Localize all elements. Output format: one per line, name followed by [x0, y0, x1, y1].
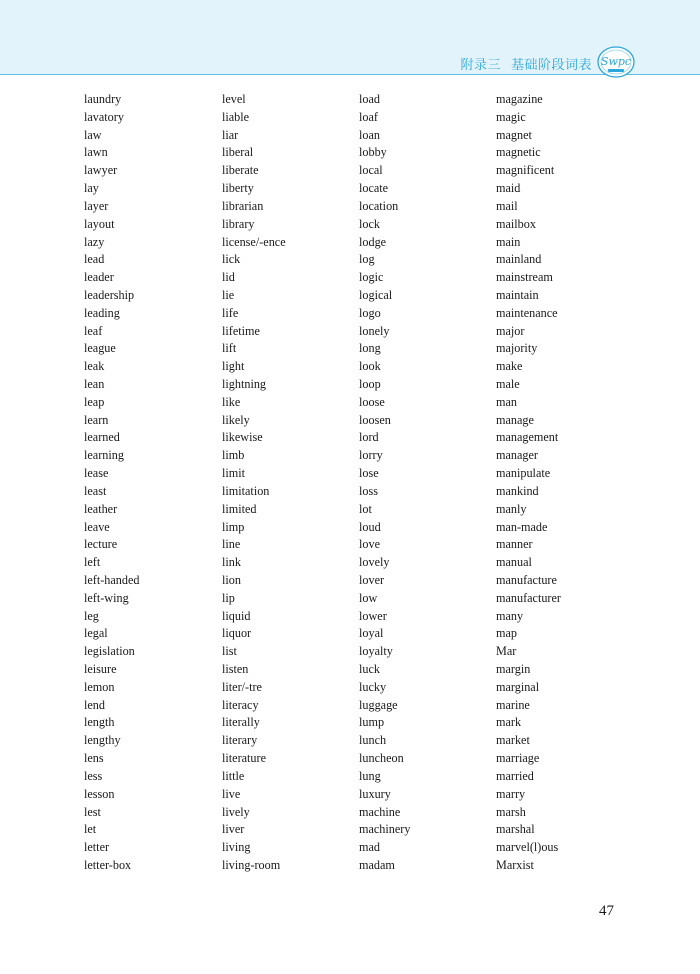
vocab-word: likewise	[222, 430, 263, 445]
vocab-word: lion	[222, 572, 241, 587]
vocab-word: magazine	[496, 92, 543, 106]
vocab-word: manual	[496, 555, 532, 570]
vocab-word: lorry	[359, 448, 383, 463]
vocab-word: leader	[84, 270, 114, 285]
vocab-word: law	[84, 127, 102, 142]
vocab-word: liquid	[222, 608, 251, 623]
vocab-word: manage	[496, 412, 534, 427]
vocab-word: link	[222, 555, 241, 570]
vocab-word: lung	[359, 768, 381, 783]
vocab-word: manufacture	[496, 572, 557, 587]
vocab-word: mailbox	[496, 216, 536, 231]
vocab-word: logo	[359, 305, 381, 320]
vocab-word: limit	[222, 466, 246, 481]
vocab-word: manipulate	[496, 466, 551, 481]
word-column-1	[84, 91, 214, 875]
vocab-word: log	[359, 252, 375, 267]
vocab-word: manufacturer	[496, 590, 561, 605]
vocab-word: liberate	[222, 163, 259, 178]
vocab-word: look	[359, 359, 381, 374]
header-band	[0, 0, 700, 74]
vocab-word: limp	[222, 519, 245, 534]
vocab-word: loss	[359, 483, 378, 498]
vocab-word: layout	[84, 216, 115, 231]
vocab-word: lie	[222, 287, 235, 302]
vocab-word: magnetic	[496, 145, 541, 160]
vocab-word: leather	[84, 501, 118, 516]
vocab-word: literature	[222, 751, 266, 766]
vocab-word: likely	[222, 412, 250, 427]
vocab-word: legislation	[84, 644, 135, 659]
vocab-word: limb	[222, 448, 245, 463]
vocab-word: maintain	[496, 287, 539, 302]
vocab-word: least	[84, 483, 107, 498]
vocab-word: leap	[84, 394, 105, 409]
vocab-word: lucky	[359, 679, 387, 694]
vocab-word: lump	[359, 715, 385, 730]
vocab-word: live	[222, 786, 241, 801]
vocab-word: locate	[359, 181, 389, 196]
vocab-word: map	[496, 626, 517, 641]
vocab-word: maintenance	[496, 305, 558, 320]
vocab-word: lovely	[359, 555, 390, 570]
vocab-word: machinery	[359, 822, 411, 837]
vocab-word: luggage	[359, 697, 398, 712]
vocab-word: loose	[359, 394, 385, 409]
vocab-word: lower	[359, 608, 387, 623]
vocab-word: loud	[359, 519, 381, 534]
vocab-word: liar	[222, 127, 239, 142]
vocab-word: local	[359, 163, 383, 178]
vocab-word: magnet	[496, 127, 532, 142]
vocab-word: marvel(l)ous	[496, 840, 559, 855]
vocab-word: lecture	[84, 537, 118, 552]
vocab-word: loosen	[359, 412, 391, 427]
vocab-word: length	[84, 715, 115, 730]
vocab-word: make	[496, 359, 523, 374]
vocab-word: majority	[496, 341, 538, 356]
vocab-word: lawyer	[84, 163, 118, 178]
vocab-word: letter-box	[84, 857, 132, 872]
vocab-word: lively	[222, 804, 250, 819]
vocab-word: logical	[359, 287, 393, 302]
vocab-word: lose	[359, 466, 379, 481]
vocab-word: load	[359, 92, 380, 106]
vocab-word: let	[84, 822, 97, 837]
vocab-word: literary	[222, 733, 258, 748]
vocab-word: madam	[359, 857, 395, 872]
vocab-word: lock	[359, 216, 380, 231]
vocab-word: many	[496, 608, 524, 623]
vocab-word: light	[222, 359, 245, 374]
vocab-word: limitation	[222, 483, 270, 498]
word-column-3	[359, 91, 489, 875]
vocab-word: machine	[359, 804, 401, 819]
vocab-word: marry	[496, 786, 526, 801]
vocab-word: lengthy	[84, 733, 121, 748]
svg-text:Swpc: Swpc	[600, 55, 632, 68]
vocab-word: lead	[84, 252, 105, 267]
vocab-word: literacy	[222, 697, 259, 712]
vocab-word: less	[84, 768, 103, 783]
vocab-word: like	[222, 394, 241, 409]
vocab-word: layer	[84, 198, 109, 213]
vocab-word: marriage	[496, 751, 540, 766]
word-column-2	[222, 91, 352, 875]
vocab-word: Marxist	[496, 857, 534, 872]
vocab-word: manly	[496, 501, 527, 516]
vocab-word: library	[222, 216, 255, 231]
vocab-word: lavatory	[84, 109, 124, 124]
word-column-4	[496, 91, 626, 875]
vocab-word: liberal	[222, 145, 254, 160]
vocab-word: logic	[359, 270, 384, 285]
vocab-word: management	[496, 430, 559, 445]
vocab-word: leisure	[84, 662, 117, 676]
page-number: 47	[599, 903, 614, 919]
vocab-word: librarian	[222, 198, 264, 213]
vocab-word: luncheon	[359, 751, 404, 766]
vocab-word: leave	[84, 519, 110, 534]
vocab-word: lesson	[84, 786, 115, 801]
vocab-word: low	[359, 590, 378, 605]
vocab-word: lot	[359, 501, 372, 516]
vocab-word: life	[222, 305, 239, 320]
vocab-word: license/-ence	[222, 234, 286, 249]
vocab-word: marshal	[496, 822, 535, 837]
vocab-word: mainstream	[496, 270, 553, 285]
vocab-word: luck	[359, 662, 380, 676]
vocab-word: lobby	[359, 145, 387, 160]
vocab-word: lease	[84, 466, 109, 481]
vocab-word: living-room	[222, 857, 281, 872]
vocab-word: lover	[359, 572, 385, 587]
vocab-word: leak	[84, 359, 105, 374]
vocab-word: left	[84, 555, 101, 570]
vocab-word: liable	[222, 109, 250, 124]
vocab-word: main	[496, 234, 521, 249]
vocab-word: loyalty	[359, 644, 393, 659]
vocab-word: luxury	[359, 786, 391, 801]
vocab-word: learned	[84, 430, 120, 445]
vocab-word: laundry	[84, 92, 122, 106]
vocab-word: lick	[222, 252, 241, 267]
vocab-word: line	[222, 537, 241, 552]
vocab-word: mark	[496, 715, 522, 730]
vocab-word: leadership	[84, 287, 135, 302]
vocab-word: lest	[84, 804, 101, 819]
vocab-word: lid	[222, 270, 235, 285]
vocab-word: league	[84, 341, 116, 356]
vocab-word: lodge	[359, 234, 387, 249]
vocab-word: lay	[84, 181, 99, 196]
vocab-word: leg	[84, 608, 99, 623]
vocab-word: magnificent	[496, 163, 555, 178]
vocab-word: left-handed	[84, 572, 140, 587]
vocab-word: left-wing	[84, 590, 129, 605]
vocab-word: level	[222, 92, 246, 106]
vocab-word: manager	[496, 448, 538, 463]
vocab-word: love	[359, 537, 380, 552]
vocab-word: letter	[84, 840, 110, 855]
vocab-word: liquor	[222, 626, 252, 641]
vocab-word: lightning	[222, 377, 267, 391]
vocab-word: lifetime	[222, 323, 260, 338]
vocab-word: married	[496, 768, 534, 783]
vocab-word: living	[222, 840, 251, 855]
vocab-word: leading	[84, 305, 120, 320]
vocab-word: mail	[496, 198, 518, 213]
vocab-word: loop	[359, 377, 381, 391]
vocab-word: maid	[496, 181, 521, 196]
vocab-word: marine	[496, 697, 530, 712]
publisher-logo-icon	[596, 45, 636, 79]
vocab-word: lord	[359, 430, 379, 445]
vocab-word: man	[496, 394, 517, 409]
vocab-word: lonely	[359, 323, 390, 338]
vocab-word: Mar	[496, 644, 517, 659]
vocab-word: lens	[84, 751, 104, 766]
vocab-word: location	[359, 198, 399, 213]
vocab-word: learn	[84, 412, 109, 427]
vocab-word: mad	[359, 840, 380, 855]
vocab-word: man-made	[496, 519, 548, 534]
vocab-word: lift	[222, 341, 237, 356]
vocab-word: legal	[84, 626, 108, 641]
vocab-word: male	[496, 377, 520, 391]
vocab-word: list	[222, 644, 237, 659]
vocab-word: lazy	[84, 234, 105, 249]
vocab-word: margin	[496, 662, 531, 676]
vocab-word: loan	[359, 127, 380, 142]
vocab-word: listen	[222, 662, 249, 676]
vocab-word: loaf	[359, 109, 378, 124]
vocab-word: mainland	[496, 252, 542, 267]
vocab-word: magic	[496, 109, 526, 124]
vocab-word: major	[496, 323, 525, 338]
running-header	[460, 54, 592, 73]
vocab-word: lemon	[84, 679, 115, 694]
vocab-word: leaf	[84, 323, 103, 338]
vocab-word: liter/-tre	[222, 679, 262, 694]
appendix-label: 附录三	[460, 58, 501, 73]
section-title: 基础阶段词表	[510, 58, 592, 73]
vocab-word: marginal	[496, 679, 540, 694]
vocab-word: lunch	[359, 733, 387, 748]
vocab-word: loyal	[359, 626, 384, 641]
vocab-word: limited	[222, 501, 257, 516]
vocab-word: learning	[84, 448, 124, 463]
vocab-word: liver	[222, 822, 245, 837]
header-divider	[0, 74, 700, 75]
vocab-word: marsh	[496, 804, 526, 819]
vocab-word: lawn	[84, 145, 108, 160]
vocab-word: lip	[222, 590, 235, 605]
vocab-word: literally	[222, 715, 260, 730]
vocab-word: lean	[84, 377, 105, 391]
vocab-word: mankind	[496, 483, 539, 498]
vocab-word: little	[222, 768, 245, 783]
vocab-word: liberty	[222, 181, 254, 196]
vocab-word: lend	[84, 697, 105, 712]
vocab-word: market	[496, 733, 530, 748]
vocab-word: manner	[496, 537, 533, 552]
vocab-word: long	[359, 341, 381, 356]
